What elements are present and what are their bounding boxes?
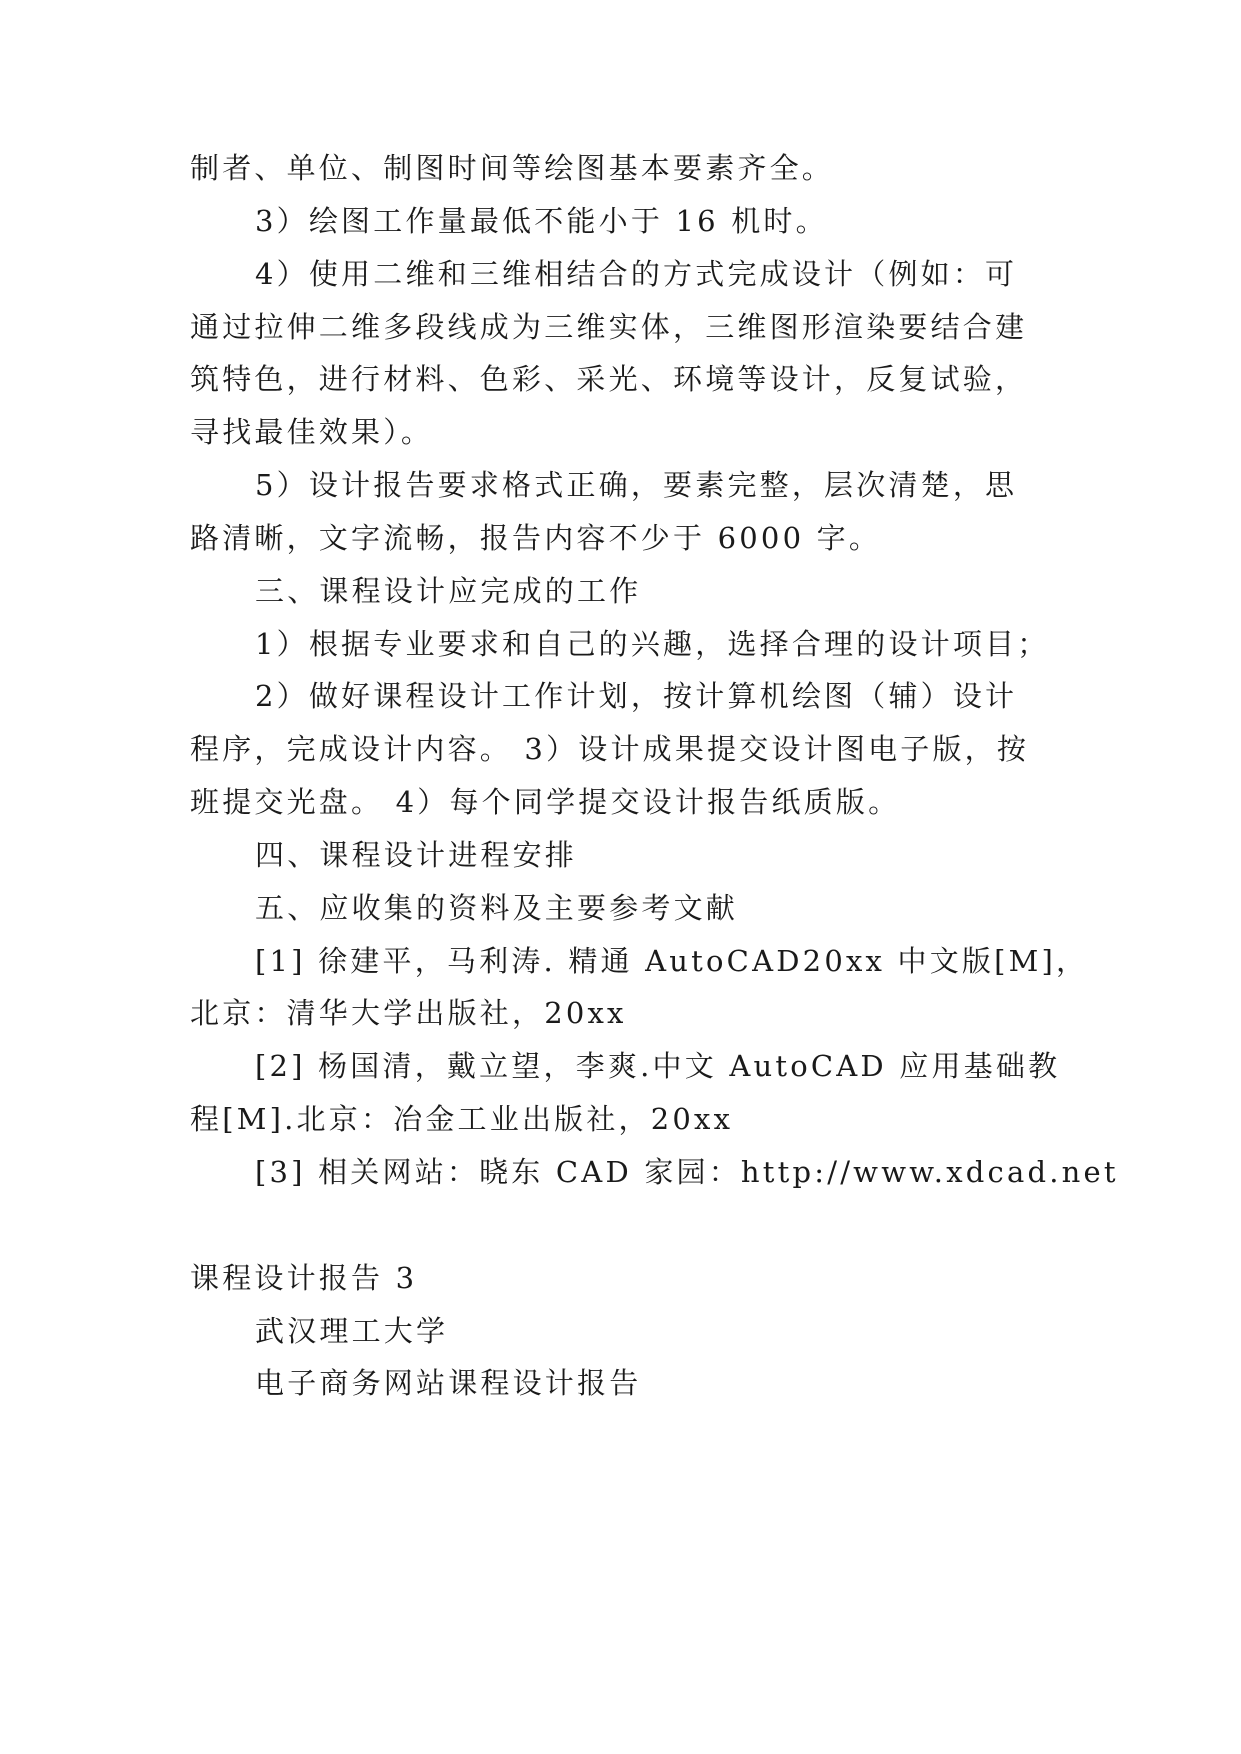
paragraph-line: 制者、单位、制图时间等绘图基本要素齐全。 bbox=[190, 151, 835, 185]
paragraph-line: 筑特色，进行材料、色彩、采光、环境等设计，反复试验， bbox=[190, 362, 1028, 396]
reference-1: [1] 徐建平，马利涛. 精通 AutoCAD20xx 中文版[M]， bbox=[255, 944, 1089, 978]
list-item-5: 5）设计报告要求格式正确，要素完整，层次清楚，思 bbox=[255, 468, 1018, 502]
reference-2-continued: 程[M].北京：冶金工业出版社，20xx bbox=[190, 1102, 734, 1136]
paragraph-line: 程序，完成设计内容。 3）设计成果提交设计图电子版，按 bbox=[190, 732, 1030, 766]
paragraph-line: 路清晰，文字流畅，报告内容不少于 6000 字。 bbox=[190, 521, 882, 555]
paragraph-line: 通过拉伸二维多段线成为三维实体，三维图形渲染要结合建 bbox=[190, 310, 1028, 344]
section-heading-5: 五、应收集的资料及主要参考文献 bbox=[255, 891, 739, 925]
reference-2: [2] 杨国清，戴立望，李爽.中文 AutoCAD 应用基础教 bbox=[255, 1049, 1061, 1083]
section-heading-3: 三、课程设计应完成的工作 bbox=[255, 574, 642, 608]
report-subtitle: 电子商务网站课程设计报告 bbox=[255, 1366, 642, 1400]
list-item-1: 1）根据专业要求和自己的兴趣，选择合理的设计项目； bbox=[255, 627, 1050, 661]
section-heading-4: 四、课程设计进程安排 bbox=[255, 838, 578, 872]
reference-1-continued: 北京：清华大学出版社，20xx bbox=[190, 996, 627, 1030]
reference-3: [3] 相关网站：晓东 CAD 家园：http://www.xdcad.net bbox=[255, 1155, 1119, 1189]
list-item-2: 2）做好课程设计工作计划，按计算机绘图（辅）设计 bbox=[255, 679, 1018, 713]
list-item-4: 4）使用二维和三维相结合的方式完成设计（例如：可 bbox=[255, 257, 1018, 291]
report-title: 课程设计报告 3 bbox=[190, 1261, 418, 1295]
paragraph-line: 班提交光盘。 4）每个同学提交设计报告纸质版。 bbox=[190, 785, 901, 819]
university-name: 武汉理工大学 bbox=[255, 1314, 449, 1348]
paragraph-line: 寻找最佳效果）。 bbox=[190, 415, 434, 449]
list-item-3: 3）绘图工作量最低不能小于 16 机时。 bbox=[255, 204, 828, 238]
